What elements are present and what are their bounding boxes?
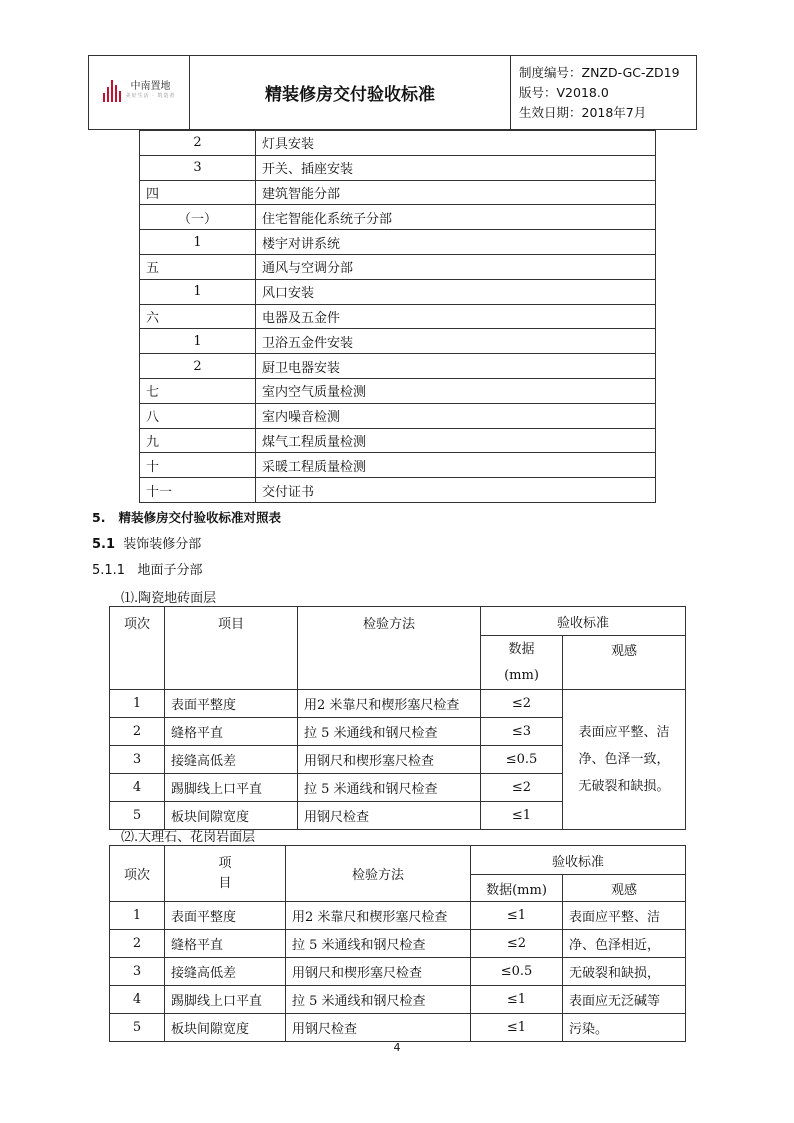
row-method: 用2 米靠尺和楔形塞尺检查 xyxy=(286,902,471,930)
outline-name: 室内空气质量检测 xyxy=(256,378,656,403)
row-item: 表面平整度 xyxy=(165,690,298,718)
outline-row xyxy=(140,205,656,230)
outline-row xyxy=(140,329,656,354)
logo-bars-icon xyxy=(103,80,121,102)
row-method: 拉 5 米通线和钢尺检查 xyxy=(298,718,481,746)
section-5-1-1-heading xyxy=(92,559,203,578)
effective-date: 生效日期：2018年7月 xyxy=(519,104,647,120)
row-number: 1 xyxy=(110,690,165,718)
outline-number: 五 xyxy=(140,254,256,279)
table2-header-method: 检验方法 xyxy=(286,846,471,902)
row-method: 拉 5 米通线和钢尺检查 xyxy=(286,930,471,958)
outline-row xyxy=(140,180,656,205)
outline-name: 厨卫电器安装 xyxy=(256,354,656,379)
table-row xyxy=(110,1014,686,1042)
outline-number: 四 xyxy=(140,180,256,205)
row-method: 用2 米靠尺和楔形塞尺检查 xyxy=(298,690,481,718)
outline-row xyxy=(140,478,656,503)
row-data: ≤0.5 xyxy=(471,958,563,986)
document-version: 版号：V2018.0 xyxy=(519,84,609,100)
table2-header-item-line1: 项 xyxy=(218,855,232,871)
row-data: ≤2 xyxy=(481,774,563,802)
section-5-1-1-title: 地面子分部 xyxy=(137,563,203,578)
document-code: 制度编号：ZNZD-GC-ZD19 xyxy=(519,64,680,80)
section-5-1-1-number: 5.1.1 xyxy=(92,563,126,578)
outline-number: 八 xyxy=(140,403,256,428)
outline-name: 楼宇对讲系统 xyxy=(256,230,656,255)
company-logo xyxy=(103,80,176,102)
outline-row xyxy=(140,254,656,279)
table1-header-standard: 验收标准 xyxy=(481,607,686,636)
outline-row xyxy=(140,453,656,478)
row-number: 4 xyxy=(110,774,165,802)
row-data: ≤0.5 xyxy=(481,746,563,774)
row-item: 缝格平直 xyxy=(165,718,298,746)
outline-row xyxy=(140,304,656,329)
row-visual: 无破裂和缺损， xyxy=(563,958,686,986)
outline-row xyxy=(140,354,656,379)
outline-name: 通风与空调分部 xyxy=(256,254,656,279)
outline-number: 六 xyxy=(140,304,256,329)
logo-tagline: 美好生活 · 筑造者 xyxy=(125,93,176,99)
row-method: 拉 5 米通线和钢尺检查 xyxy=(286,986,471,1014)
row-method: 用钢尺检查 xyxy=(286,1014,471,1042)
table1-header-method: 检验方法 xyxy=(298,607,481,690)
visual-standard xyxy=(563,690,686,830)
outline-table xyxy=(139,130,656,503)
outline-name: 卫浴五金件安装 xyxy=(256,329,656,354)
outline-number: 十 xyxy=(140,453,256,478)
row-visual: 表面应平整、洁 xyxy=(563,902,686,930)
section-5-title: 精装修房交付验收标准对照表 xyxy=(118,510,282,525)
outline-number: 1 xyxy=(140,279,256,304)
table-row xyxy=(110,986,686,1014)
outline-row xyxy=(140,131,656,156)
table2-header-no: 项次 xyxy=(110,846,165,902)
table-row xyxy=(110,690,686,718)
visual-standard-line: 表面应平整、洁 xyxy=(578,725,670,740)
row-method: 拉 5 米通线和钢尺检查 xyxy=(298,774,481,802)
row-number: 5 xyxy=(110,802,165,830)
outline-row xyxy=(140,155,656,180)
visual-standard-line: 无破裂和缺损。 xyxy=(578,779,670,794)
row-number: 2 xyxy=(110,718,165,746)
table2-header-item-line2: 目 xyxy=(218,875,232,891)
marble-granite-table xyxy=(109,845,686,1042)
page-number: 4 xyxy=(393,1041,401,1054)
outline-row xyxy=(140,279,656,304)
row-item: 踢脚线上口平直 xyxy=(165,986,286,1014)
outline-name: 住宅智能化系统子分部 xyxy=(256,205,656,230)
table2-header-visual: 观感 xyxy=(563,875,686,902)
row-item: 接缝高低差 xyxy=(165,958,286,986)
document-meta xyxy=(511,56,697,130)
section-5-1-heading xyxy=(92,533,201,552)
outline-name: 风口安装 xyxy=(256,279,656,304)
row-visual: 表面应无泛碱等 xyxy=(563,986,686,1014)
table2-header-item xyxy=(165,846,286,902)
row-data: ≤2 xyxy=(481,690,563,718)
table-row xyxy=(110,930,686,958)
table2-header-data: 数据(mm) xyxy=(471,875,563,902)
logo-name: 中南置地 xyxy=(130,81,171,92)
section-5-heading xyxy=(92,508,281,526)
row-data: ≤2 xyxy=(471,930,563,958)
visual-standard-line: 净、色泽一致， xyxy=(578,752,670,767)
outline-number: 九 xyxy=(140,428,256,453)
row-number: 3 xyxy=(110,958,165,986)
document-title: 精装修房交付验收标准 xyxy=(190,56,511,130)
row-number: 4 xyxy=(110,986,165,1014)
row-number: 2 xyxy=(110,930,165,958)
outline-number: 七 xyxy=(140,378,256,403)
outline-number: 2 xyxy=(140,131,256,156)
outline-row xyxy=(140,378,656,403)
row-data: ≤1 xyxy=(471,1014,563,1042)
table1-caption: ⑴.陶瓷地砖面层 xyxy=(121,591,217,606)
row-method: 用钢尺和楔形塞尺检查 xyxy=(298,746,481,774)
section-5-number: 5. xyxy=(92,510,106,525)
outline-name: 灯具安装 xyxy=(256,131,656,156)
row-number: 3 xyxy=(110,746,165,774)
row-number: 5 xyxy=(110,1014,165,1042)
table-row xyxy=(110,958,686,986)
outline-number: 3 xyxy=(140,155,256,180)
row-method: 用钢尺和楔形塞尺检查 xyxy=(286,958,471,986)
table2-header-standard: 验收标准 xyxy=(471,846,686,875)
section-5-1-title: 装饰装修分部 xyxy=(123,537,202,552)
row-data: ≤1 xyxy=(481,802,563,830)
outline-number: 1 xyxy=(140,230,256,255)
row-item: 缝格平直 xyxy=(165,930,286,958)
document-header xyxy=(88,55,697,130)
table-row xyxy=(110,902,686,930)
outline-name: 电器及五金件 xyxy=(256,304,656,329)
outline-name: 采暖工程质量检测 xyxy=(256,453,656,478)
outline-name: 交付证书 xyxy=(256,478,656,503)
section-5-1-number: 5.1 xyxy=(92,537,116,552)
outline-row xyxy=(140,403,656,428)
row-data: ≤1 xyxy=(471,986,563,1014)
row-item: 板块间隙宽度 xyxy=(165,1014,286,1042)
outline-row xyxy=(140,428,656,453)
table1-header-visual: 观感 xyxy=(563,636,686,690)
row-number: 1 xyxy=(110,902,165,930)
outline-number: 1 xyxy=(140,329,256,354)
ceramic-tile-table xyxy=(109,606,686,830)
outline-number: （一） xyxy=(140,205,256,230)
outline-name: 开关、插座安装 xyxy=(256,155,656,180)
row-method: 用钢尺检查 xyxy=(298,802,481,830)
outline-number: 十一 xyxy=(140,478,256,503)
row-item: 接缝高低差 xyxy=(165,746,298,774)
row-data: ≤3 xyxy=(481,718,563,746)
table1-header-data xyxy=(481,636,563,690)
row-item: 板块间隙宽度 xyxy=(165,802,298,830)
outline-number: 2 xyxy=(140,354,256,379)
outline-name: 煤气工程质量检测 xyxy=(256,428,656,453)
table1-header-item: 项目 xyxy=(165,607,298,690)
row-item: 表面平整度 xyxy=(165,902,286,930)
table2-caption: ⑵.大理石、花岗岩面层 xyxy=(121,830,256,845)
logo-cell xyxy=(89,56,190,130)
outline-name: 室内噪音检测 xyxy=(256,403,656,428)
row-visual: 污染。 xyxy=(563,1014,686,1042)
table1-header-data-label: 数据 xyxy=(508,641,535,657)
row-data: ≤1 xyxy=(471,902,563,930)
table1-header-no: 项次 xyxy=(110,607,165,690)
row-visual: 净、色泽相近， xyxy=(563,930,686,958)
outline-name: 建筑智能分部 xyxy=(256,180,656,205)
row-item: 踢脚线上口平直 xyxy=(165,774,298,802)
outline-row xyxy=(140,230,656,255)
table1-header-data-unit: (mm) xyxy=(504,667,539,683)
